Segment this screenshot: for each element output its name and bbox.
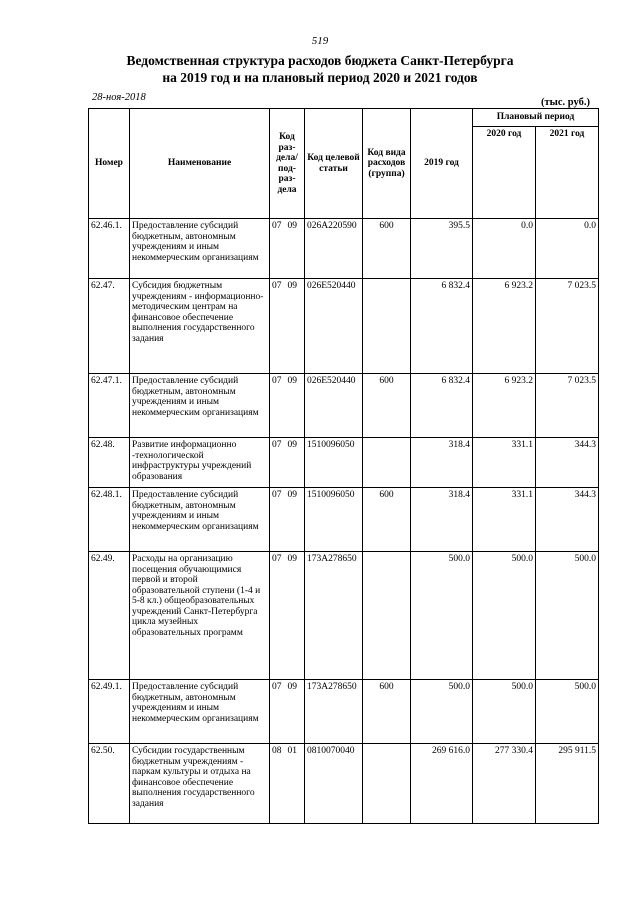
row-podrazdel: 09 <box>287 682 297 692</box>
header-2020: 2020 год <box>473 127 536 219</box>
table-row <box>89 279 599 374</box>
row-podrazdel: 09 <box>287 376 297 386</box>
page-title <box>0 52 640 86</box>
row-section-code <box>270 219 305 279</box>
row-amount-2019: 6 832.4 <box>411 279 473 374</box>
row-podrazdel: 01 <box>287 746 297 756</box>
row-section-code <box>270 680 305 744</box>
row-section-code <box>270 744 305 824</box>
row-expense-type: 600 <box>363 374 411 438</box>
row-name: Расходы на организацию посещения обучающимися первой и второй образовательной ступени (1-4 и 5-8 кл.) общеобразовательных учреждений Санкт-Петербурга цикла музейных образовательных программ <box>130 552 270 680</box>
header-2021: 2021 год <box>536 127 599 219</box>
row-amount-2021: 7 023.5 <box>536 374 599 438</box>
row-amount-2019: 500.0 <box>411 680 473 744</box>
row-expense-type <box>363 438 411 488</box>
row-razdel: 07 <box>272 554 282 564</box>
row-number: 62.47. <box>89 279 130 374</box>
header-section-code: Код раз-дела/ под-раз-дела <box>270 109 305 219</box>
row-amount-2020: 500.0 <box>473 680 536 744</box>
row-amount-2020: 0.0 <box>473 219 536 279</box>
budget-table <box>88 108 599 824</box>
row-podrazdel: 09 <box>287 554 297 564</box>
table-row <box>89 552 599 680</box>
row-amount-2020: 331.1 <box>473 438 536 488</box>
report-date: 28-ноя-2018 <box>92 92 146 103</box>
row-number: 62.48.1. <box>89 488 130 552</box>
row-name: Предоставление субсидий бюджетным, автономным учреждениям и иным некоммерческим организациям <box>130 488 270 552</box>
row-section-code <box>270 438 305 488</box>
row-podrazdel: 09 <box>287 440 297 450</box>
row-podrazdel: 09 <box>287 490 297 500</box>
row-target-code: 0810070040 <box>305 744 363 824</box>
table-row <box>89 438 599 488</box>
row-razdel: 07 <box>272 376 282 386</box>
row-amount-2021: 344.3 <box>536 488 599 552</box>
table-row <box>89 488 599 552</box>
row-expense-type: 600 <box>363 488 411 552</box>
row-number: 62.50. <box>89 744 130 824</box>
row-name: Субсидия бюджетным учреждениям - информационно-методическим центрам на финансовое обеспечение выполнения государственного задания <box>130 279 270 374</box>
table-body <box>89 219 599 824</box>
row-amount-2019: 318.4 <box>411 488 473 552</box>
row-expense-type: 600 <box>363 219 411 279</box>
title-line-2: на 2019 год и на плановый период 2020 и 2021 годов <box>162 70 478 85</box>
row-section-code <box>270 279 305 374</box>
row-podrazdel: 09 <box>287 281 297 291</box>
row-amount-2021: 500.0 <box>536 680 599 744</box>
units-label: (тыс. руб.) <box>541 97 590 108</box>
page-number: 519 <box>311 35 329 47</box>
row-section-code <box>270 374 305 438</box>
row-razdel: 08 <box>272 746 282 756</box>
row-razdel: 07 <box>272 490 282 500</box>
row-razdel: 07 <box>272 281 282 291</box>
row-expense-type <box>363 279 411 374</box>
row-number: 62.49.1. <box>89 680 130 744</box>
row-name: Предоставление субсидий бюджетным, автономным учреждениям и иным некоммерческим организациям <box>130 374 270 438</box>
row-amount-2019: 395.5 <box>411 219 473 279</box>
table-row <box>89 680 599 744</box>
row-name: Предоставление субсидий бюджетным, автономным учреждениям и иным некоммерческим организациям <box>130 680 270 744</box>
row-podrazdel: 09 <box>287 221 297 231</box>
row-target-code: 173А278650 <box>305 680 363 744</box>
row-amount-2019: 6 832.4 <box>411 374 473 438</box>
row-name: Предоставление субсидий бюджетным, автономным учреждениям и иным некоммерческим организациям <box>130 219 270 279</box>
row-target-code: 026Е520440 <box>305 279 363 374</box>
row-razdel: 07 <box>272 440 282 450</box>
row-amount-2020: 6 923.2 <box>473 279 536 374</box>
header-planned-period: Плановый период <box>473 109 599 127</box>
row-razdel: 07 <box>272 682 282 692</box>
row-section-code <box>270 552 305 680</box>
table-row <box>89 219 599 279</box>
row-section-code <box>270 488 305 552</box>
row-number: 62.47.1. <box>89 374 130 438</box>
row-name: Субсидии государственным бюджетным учреждениям - паркам культуры и отдыха на финансовое обеспечение выполнения государственного задания <box>130 744 270 824</box>
header-2019: 2019 год <box>411 109 473 219</box>
row-amount-2021: 344.3 <box>536 438 599 488</box>
header-name: Наименование <box>130 109 270 219</box>
row-amount-2019: 500.0 <box>411 552 473 680</box>
header-expense-type-code: Код вида расходов (группа) <box>363 109 411 219</box>
row-target-code: 026Е520440 <box>305 374 363 438</box>
row-expense-type <box>363 744 411 824</box>
row-target-code: 026А220590 <box>305 219 363 279</box>
row-amount-2019: 269 616.0 <box>411 744 473 824</box>
table-row <box>89 744 599 824</box>
row-number: 62.46.1. <box>89 219 130 279</box>
row-target-code: 173А278650 <box>305 552 363 680</box>
row-target-code: 1510096050 <box>305 488 363 552</box>
row-razdel: 07 <box>272 221 282 231</box>
row-amount-2021: 295 911.5 <box>536 744 599 824</box>
header-target-code: Код целевой статьи <box>305 109 363 219</box>
row-number: 62.49. <box>89 552 130 680</box>
row-name: Развитие информационно -технологической инфраструктуры учреждений образования <box>130 438 270 488</box>
row-number: 62.48. <box>89 438 130 488</box>
row-expense-type <box>363 552 411 680</box>
title-line-1: Ведомственная структура расходов бюджета Санкт-Петербурга <box>126 53 514 68</box>
header-number: Номер <box>89 109 130 219</box>
table-row <box>89 374 599 438</box>
row-amount-2020: 500.0 <box>473 552 536 680</box>
row-amount-2020: 277 330.4 <box>473 744 536 824</box>
row-amount-2019: 318.4 <box>411 438 473 488</box>
row-target-code: 1510096050 <box>305 438 363 488</box>
row-amount-2021: 0.0 <box>536 219 599 279</box>
row-expense-type: 600 <box>363 680 411 744</box>
row-amount-2020: 6 923.2 <box>473 374 536 438</box>
row-amount-2021: 7 023.5 <box>536 279 599 374</box>
row-amount-2020: 331.1 <box>473 488 536 552</box>
row-amount-2021: 500.0 <box>536 552 599 680</box>
